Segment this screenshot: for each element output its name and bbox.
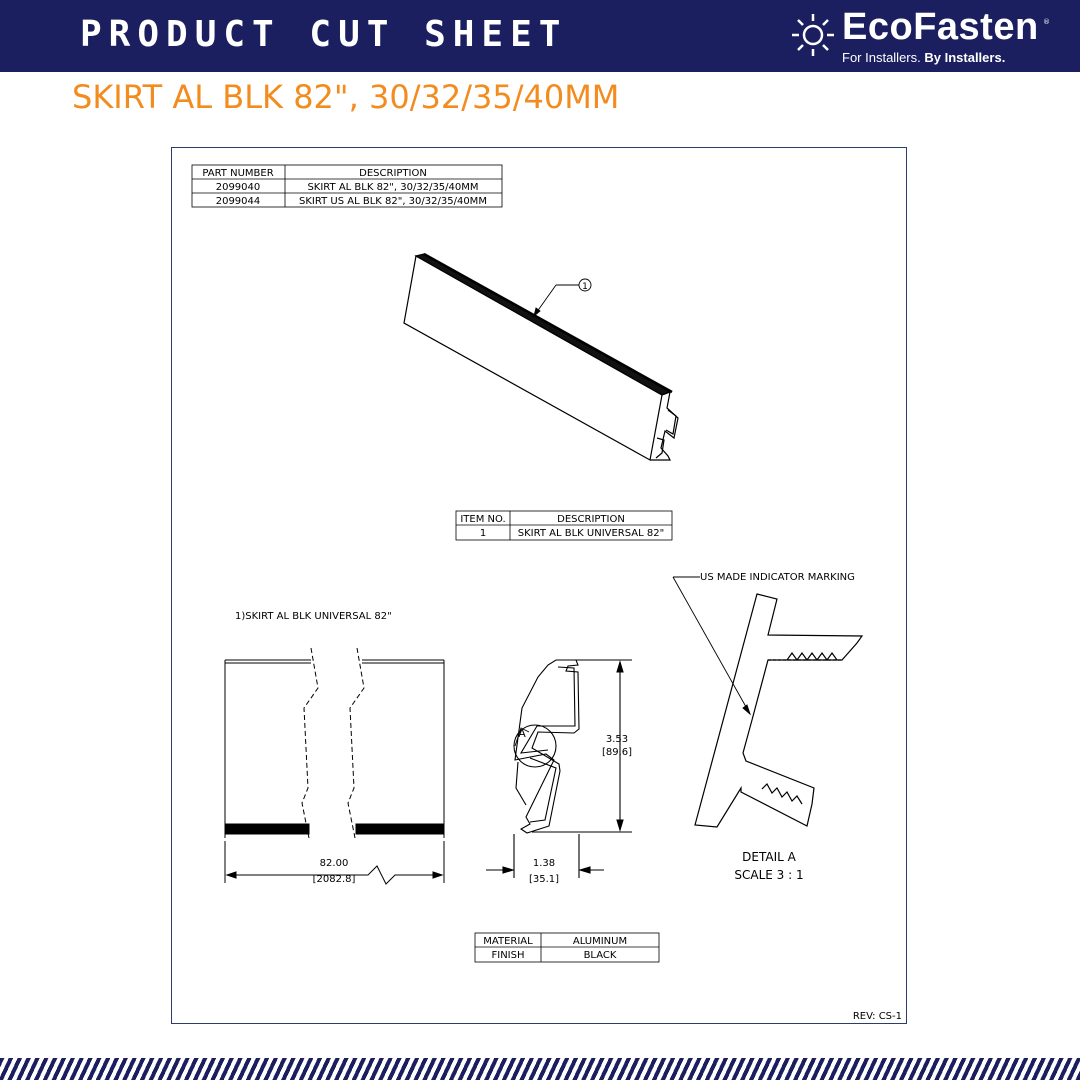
depth-dimension: 1.38 xyxy=(532,858,556,869)
detail-marker: A xyxy=(518,727,526,740)
parts-cell: 2099044 xyxy=(215,196,261,207)
header-bar xyxy=(0,0,1080,72)
tagline-part-b: By Installers. xyxy=(924,50,1006,65)
brand-tagline xyxy=(842,50,1005,65)
length-dimension-mm: [2082.8] xyxy=(312,874,356,885)
detail-label: DETAIL A xyxy=(742,850,796,864)
isometric-skirt-view xyxy=(404,254,678,460)
material-cell: MATERIAL xyxy=(483,936,533,947)
indicator-leader xyxy=(673,577,750,714)
length-dimension: 82.00 xyxy=(319,858,349,869)
parts-header-part-number: PART NUMBER xyxy=(202,168,274,179)
items-header-description: DESCRIPTION xyxy=(557,514,625,525)
registered-mark: ® xyxy=(1043,18,1050,26)
revision-label: REV: CS-1 xyxy=(852,1011,902,1022)
detail-a-view xyxy=(695,594,862,827)
material-cell: ALUMINUM xyxy=(572,936,628,947)
callout-number: 1 xyxy=(582,282,588,292)
drawing-canvas xyxy=(172,148,908,1025)
indicator-label: US MADE INDICATOR MARKING xyxy=(700,572,855,583)
material-cell: BLACK xyxy=(583,950,617,961)
material-cell: FINISH xyxy=(491,950,525,961)
footer-stripe xyxy=(0,1058,1080,1080)
parts-cell: SKIRT US AL BLK 82", 30/32/35/40MM xyxy=(299,196,487,207)
brand-name: EcoFasten xyxy=(842,6,1039,48)
height-dimension-mm: [89.6] xyxy=(601,747,633,758)
items-cell: SKIRT AL BLK UNIVERSAL 82" xyxy=(517,528,665,539)
tagline-part-a: For Installers. xyxy=(842,50,921,65)
items-cell: 1 xyxy=(479,528,487,539)
front-view xyxy=(225,648,444,884)
parts-cell: 2099040 xyxy=(215,182,261,193)
items-header-item-no: ITEM NO. xyxy=(460,514,506,525)
brand-logo xyxy=(790,6,1050,68)
height-dimension: 3.53 xyxy=(605,734,629,745)
depth-dimension-mm: [35.1] xyxy=(528,874,560,885)
side-profile-view xyxy=(486,660,632,878)
product-title: SKIRT AL BLK 82", 30/32/35/40MM xyxy=(72,78,620,116)
parts-header-description: DESCRIPTION xyxy=(359,168,427,179)
page-title: PRODUCT CUT SHEET xyxy=(80,14,568,55)
view-label: 1)SKIRT AL BLK UNIVERSAL 82" xyxy=(235,611,392,622)
sun-icon xyxy=(790,12,836,58)
parts-cell: SKIRT AL BLK 82", 30/32/35/40MM xyxy=(307,182,479,193)
drawing-sheet xyxy=(171,147,907,1024)
detail-scale: SCALE 3 : 1 xyxy=(734,868,804,882)
